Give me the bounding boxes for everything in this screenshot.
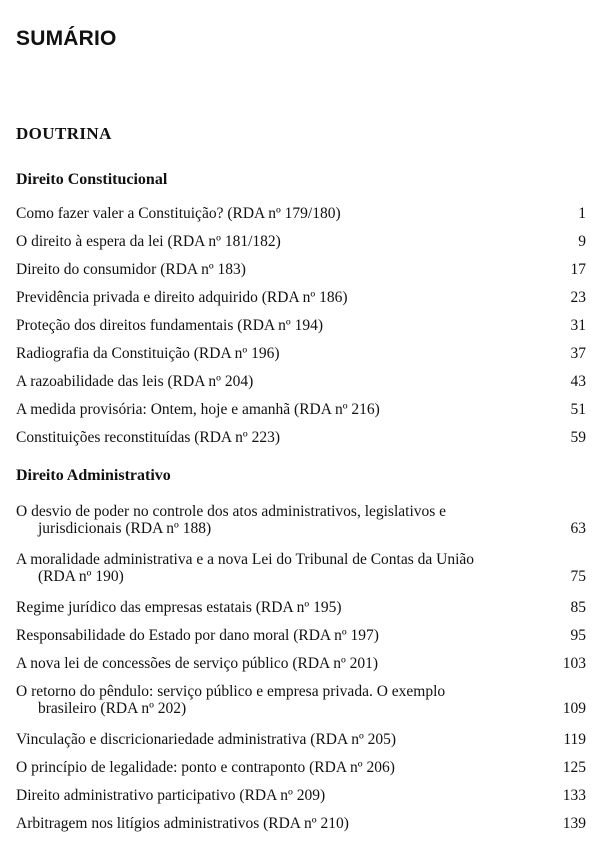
entry-title: Direito administrativo participativo (RDA nº 209) <box>16 787 326 804</box>
entry-page-number: 23 <box>570 289 586 306</box>
entry-title: Responsabilidade do Estado por dano moral (RDA nº 197) <box>16 627 379 644</box>
entry-title: Radiografia da Constituição (RDA nº 196) <box>16 345 280 362</box>
toc-entry <box>16 429 586 446</box>
entry-page-number: 125 <box>562 759 586 776</box>
entry-title: A razoabilidade das leis (RDA nº 204) <box>16 373 254 390</box>
section-heading-constitucional: Direito Constitucional <box>16 171 168 188</box>
entry-page-number: 9 <box>578 233 586 250</box>
entry-page-number: 133 <box>562 787 586 804</box>
toc-entry <box>16 261 586 278</box>
toc-entry <box>16 627 586 644</box>
entry-page-number: 1 <box>578 205 586 222</box>
toc-entry <box>16 655 586 672</box>
entry-page-number: 119 <box>563 731 586 748</box>
entry-page-number: 43 <box>570 373 586 390</box>
entry-page-number: 17 <box>570 261 586 278</box>
entry-page-number: 59 <box>570 429 586 446</box>
toc-entry <box>16 233 586 250</box>
toc-entry <box>16 759 586 776</box>
entry-title: Direito do consumidor (RDA nº 183) <box>16 261 246 278</box>
entry-page-number: 103 <box>562 655 586 672</box>
entry-title: O desvio de poder no controle dos atos administrativos, legislativos e <box>16 503 447 520</box>
entry-page-number: 85 <box>570 599 586 616</box>
entry-page-number: 139 <box>562 815 586 832</box>
entry-title: Vinculação e discricionariedade administrativa (RDA nº 205) <box>16 731 397 748</box>
toc-entry <box>16 373 586 390</box>
entry-title: Arbitragem nos litígios administrativos (RDA nº 210) <box>16 815 349 832</box>
toc-entry <box>16 401 586 418</box>
toc-entry <box>16 289 586 306</box>
entry-page-number: 51 <box>570 401 586 418</box>
entry-title: A nova lei de concessões de serviço público (RDA nº 201) <box>16 655 379 672</box>
entry-title: A moralidade administrativa e a nova Lei do Tribunal de Contas da União <box>16 551 475 568</box>
entry-title: Como fazer valer a Constituição? (RDA nº 179/180) <box>16 205 341 222</box>
toc-entry <box>16 787 586 804</box>
part-heading: DOUTRINA <box>16 124 112 143</box>
toc-entry <box>16 815 586 832</box>
entry-title: O princípio de legalidade: ponto e contraponto (RDA nº 206) <box>16 759 395 776</box>
entry-title: O direito à espera da lei (RDA nº 181/182) <box>16 233 281 250</box>
entry-title: Regime jurídico das empresas estatais (RDA nº 195) <box>16 599 342 616</box>
toc-entry <box>16 205 586 222</box>
entry-page-number: 109 <box>562 700 586 717</box>
toc-entry <box>16 317 586 334</box>
entry-title: Proteção dos direitos fundamentais (RDA nº 194) <box>16 317 324 334</box>
entry-page-number: 95 <box>570 627 586 644</box>
entry-page-number: 75 <box>570 568 586 585</box>
entry-title: Previdência privada e direito adquirido (RDA nº 186) <box>16 289 348 306</box>
entry-title: A medida provisória: Ontem, hoje e amanhã (RDA nº 216) <box>16 401 380 418</box>
entry-title: Constituições reconstituídas (RDA nº 223) <box>16 429 280 446</box>
entry-title-continuation: jurisdicionais (RDA nº 188) <box>38 520 212 537</box>
entry-page-number: 31 <box>570 317 586 334</box>
page-title: SUMÁRIO <box>16 27 117 50</box>
toc-entry <box>16 503 586 537</box>
entry-title-continuation: brasileiro (RDA nº 202) <box>38 700 187 717</box>
entry-page-number: 37 <box>570 345 586 362</box>
entry-title-continuation: (RDA nº 190) <box>38 568 124 585</box>
entry-page-number: 63 <box>570 520 586 537</box>
entry-title: O retorno do pêndulo: serviço público e empresa privada. O exemplo <box>16 683 446 700</box>
toc-entry <box>16 731 586 748</box>
toc-entry <box>16 683 586 717</box>
toc-entry <box>16 345 586 362</box>
toc-entry <box>16 599 586 616</box>
toc-entry <box>16 551 586 585</box>
section-heading-administrativo: Direito Administrativo <box>16 467 171 484</box>
